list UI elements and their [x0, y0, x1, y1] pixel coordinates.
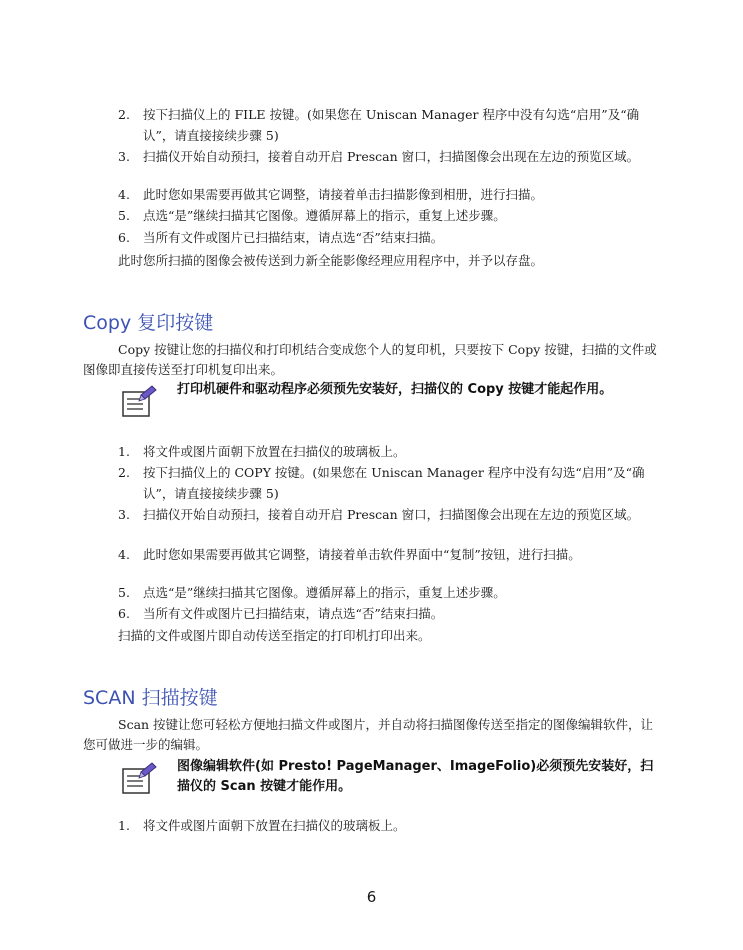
note-pad-pen-icon: [121, 762, 157, 796]
step-text: 扫描仪开始自动预扫，接着自动开启 Prescan 窗口，扫描图像会出现在左边的预览区域。: [143, 149, 640, 164]
step-text: 此时您如果需要再做其它调整，请接着单击扫描影像到相册，进行扫描。: [143, 187, 544, 202]
step-number: 6.: [118, 230, 130, 245]
step-number: 6.: [118, 606, 130, 621]
step-text: 当所有文件或图片已扫描结束，请点选“否”结束扫描。: [143, 230, 444, 245]
step-text: 扫描仪开始自动预扫，接着自动开启 Prescan 窗口，扫描图像会出现在左边的预览区域。: [143, 507, 640, 522]
step-text: 按下扫描仪上的 COPY 按键。(如果您在 Uniscan Manager 程序中没有勾选“启用”及“确认”，请直接接续步骤 5): [143, 465, 645, 501]
step-number: 4.: [118, 187, 130, 202]
step-number: 5.: [118, 208, 130, 223]
closing-paragraph: 此时您所扫描的图像会被传送到力新全能影像经理应用程序中，并予以存盘。: [118, 253, 544, 268]
step-number: 1.: [118, 444, 130, 459]
step-text: 此时您如果需要再做其它调整，请接着单击软件界面中“复制”按钮，进行扫描。: [143, 547, 581, 562]
step-number: 3.: [118, 507, 130, 522]
step-text: 当所有文件或图片已扫描结束，请点选“否”结束扫描。: [143, 606, 444, 621]
section-heading-scan: SCAN 扫描按键: [83, 687, 218, 709]
intro-paragraph-scan: Scan 按键让您可轻松方便地扫描文件或图片，并自动将扫描图像传送至指定的图像编辑软件，让您可做进一步的编辑。: [83, 717, 654, 752]
step-number: 4.: [118, 547, 130, 562]
step-number: 2.: [118, 107, 130, 122]
page-number: 6: [366, 888, 377, 906]
step-text: 将文件或图片面朝下放置在扫描仪的玻璃板上。: [143, 818, 406, 833]
intro-paragraph-copy: Copy 按键让您的扫描仪和打印机结合变成您个人的复印机，只要按下 Copy 按键，扫描的文件或图像即直接传送至打印机复印出来。: [83, 342, 657, 377]
step-number: 5.: [118, 585, 130, 600]
step-number: 1.: [118, 818, 130, 833]
step-text: 点选“是”继续扫描其它图像。遵循屏幕上的指示，重复上述步骤。: [143, 585, 506, 600]
step-text: 将文件或图片面朝下放置在扫描仪的玻璃板上。: [143, 444, 406, 459]
note-pad-pen-icon: [121, 385, 157, 419]
section-heading-copy: Copy 复印按键: [83, 312, 214, 334]
closing-paragraph-copy: 扫描的文件或图片即自动传送至指定的打印机打印出来。: [118, 628, 431, 643]
step-number: 2.: [118, 465, 130, 480]
step-text: 点选“是”继续扫描其它图像。遵循屏幕上的指示，重复上述步骤。: [143, 208, 506, 223]
note-text-scan: 图像编辑软件(如 Presto! PageManager、ImageFolio)必须预先安装好，扫描仪的 Scan 按键才能作用。: [177, 759, 654, 794]
note-text-copy: 打印机硬件和驱动程序必须预先安装好，扫描仪的 Copy 按键才能起作用。: [177, 382, 613, 397]
step-text: 按下扫描仪上的 FILE 按键。(如果您在 Uniscan Manager 程序中没有勾选“启用”及“确认”，请直接接续步骤 5): [143, 107, 640, 143]
step-number: 3.: [118, 149, 130, 164]
